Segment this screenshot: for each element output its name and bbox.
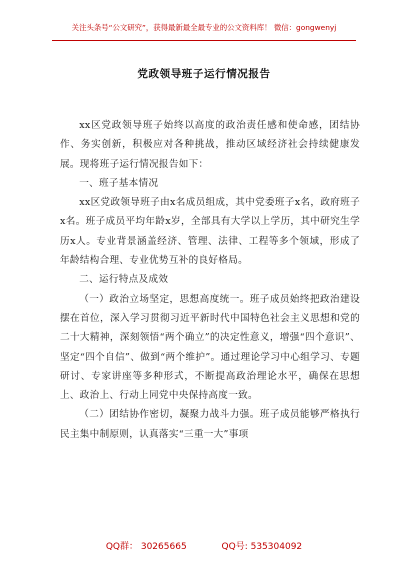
footer-contact	[0, 539, 408, 552]
footer-qq-number: QQ号: 535304092	[221, 542, 303, 552]
basic-info-paragraph: xx区党政领导班子由x名成员组成，其中党委班子x名，政府班子x名。班子成员平均年龄x岁，全部具有大学以上学历，其中研究生学历x人。专业背景涵盖经济、管理、法律、工程等多个领域，形成了年龄结构合理、专业优势互补的良好格局。	[60, 197, 360, 267]
footer-qq-group: QQ群： 30265665	[105, 542, 187, 552]
header-divider	[52, 40, 356, 41]
header-banner: 关注头条号“公文研究”，获得最新最全最专业的公文资料库！ 微信：gongwenyj	[71, 23, 337, 32]
document-body	[60, 116, 360, 444]
teamwork-paragraph: （二）团结协作密切，凝聚力战斗力强。班子成员能够严格执行民主集中制原则，认真落实“三重一大”事项	[60, 409, 360, 440]
political-stance-paragraph: （一）政治立场坚定，思想高度统一。班子成员始终把政治建设摆在首位，深入学习贯彻习近平新时代中国特色社会主义思想和党的二十大精神，深刻领悟“两个确立”的决定性意义，增强“四个意识”、坚定“四个自信”、做到“两个维护”。通过理论学习中心组学习、专题研讨、专家讲座等多种形式，不断提高政治理论水平，确保在思想上、政治上、行动上同党中央保持高度一致。	[60, 293, 360, 402]
section-heading-features: 二、运行特点及成效	[79, 274, 169, 286]
document-title: 党政领导班子运行情况报告	[137, 68, 271, 80]
intro-paragraph: xx区党政领导班子始终以高度的政治责任感和使命感，团结协作、务实创新，积极应对各种挑战，推动区域经济社会持续健康发展。现将班子运行情况报告如下：	[60, 120, 360, 170]
section-heading-basic-info: 一、班子基本情况	[79, 177, 159, 189]
